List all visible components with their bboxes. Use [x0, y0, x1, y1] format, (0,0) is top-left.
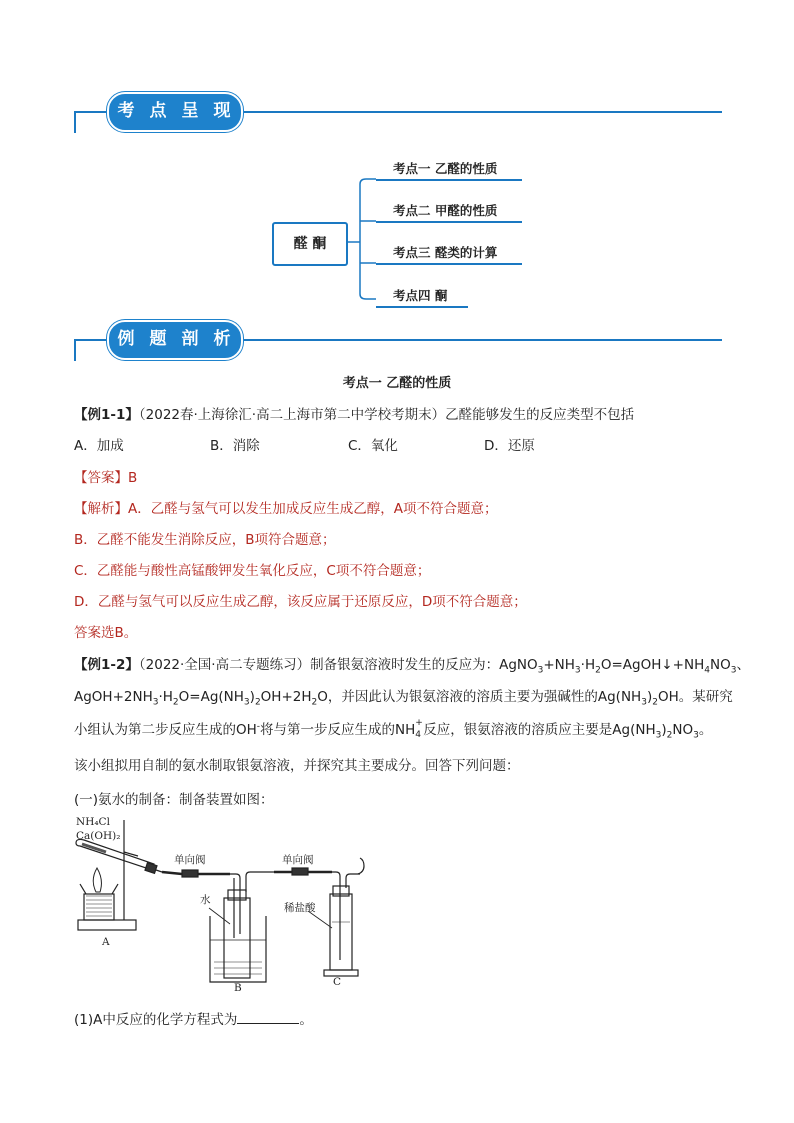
apparatus-figure [74, 812, 394, 992]
mind-map-underline [376, 179, 522, 181]
apparatus-label-a: A [102, 936, 110, 948]
analysis-line: C．乙醛能与酸性高锰酸钾发生氧化反应，C项不符合题意； [74, 563, 431, 579]
topic-title: 考点一 乙醛的性质 [342, 376, 452, 391]
mind-map-underline [376, 221, 522, 223]
section-char: 题 [145, 326, 171, 352]
valve-label: 单向阀 [174, 854, 206, 866]
mind-map-item: 考点二 甲醛的性质 [393, 203, 498, 218]
answer-blank[interactable] [237, 1011, 299, 1024]
example-1-1-options [74, 434, 535, 454]
valve-label: 单向阀 [282, 854, 314, 866]
example-1-1-question [74, 403, 634, 423]
mind-map-root-label: 醛 酮 [293, 236, 327, 252]
example-source: （2022·全国·高二专题练习） [138, 657, 311, 673]
analysis-line: B．乙醛不能发生消除反应，B项符合题意； [74, 532, 336, 548]
section-badge [107, 320, 243, 360]
section-char: 例 [113, 326, 139, 352]
example-1-2-line: (一)氨水的制备：制备装置如图： [74, 792, 274, 808]
answer-value: B [128, 470, 138, 486]
example-tag: 【例1-1】 [74, 407, 139, 423]
mind-map-underline [376, 306, 468, 308]
section-char: 析 [209, 326, 235, 352]
question-text: 乙醛能够发生的反应类型不包括 [445, 407, 635, 423]
mind-map-item: 考点三 醛类的计算 [393, 245, 498, 260]
example-1-2-line: $AgOH+2NH_3\cdot H_2O=Ag(NH_3)_2OH+2H_2O$，并因此认为银氨溶液的溶质主要为强碱性的$Ag(NH_3)_2OH$。某研究 [74, 689, 733, 708]
apparatus-label-b: B [234, 982, 242, 994]
mind-map-connectors [346, 170, 376, 310]
section-badge [107, 92, 243, 132]
answer-tag: 【答案】 [74, 470, 128, 486]
reagent-label: Ca(OH)₂ [76, 830, 121, 842]
question-1: (1)A中反应的化学方程式为 。 [74, 1012, 313, 1028]
analysis-text: A．乙醛与氢气可以发生加成反应生成乙醇，A项不符合题意； [128, 501, 498, 517]
mind-map-item: 考点一 乙醛的性质 [393, 161, 498, 176]
option-b: B．消除 [210, 438, 260, 454]
section-char: 剖 [177, 326, 203, 352]
example-1-2-line: 【例1-2】（2022·全国·高二专题练习）制备银氨溶液时发生的反应为：$AgNO_3+NH_3\cdot H_2O=AgOH↓+NH_4NO_3$、 [74, 657, 750, 676]
section-tick [74, 111, 76, 133]
option-c: C．氧化 [348, 438, 398, 454]
apparatus-label-c: C [333, 976, 342, 988]
option-a: A．加成 [74, 438, 124, 454]
option-d: D．还原 [484, 438, 535, 454]
example-tag: 【例1-2】 [74, 657, 139, 673]
water-label: 水 [200, 894, 211, 906]
mind-map-item: 考点四 酮 [393, 288, 448, 303]
example-1-2-line: 小组认为第二步反应生成的OH-将与第一步反应生成的NH + 4 反应，银氨溶液的溶质应主要是$Ag(NH_3)_2NO_3$。 [74, 718, 713, 741]
reagent-label: NH₄Cl [76, 816, 110, 828]
section-char: 点 [145, 98, 171, 124]
mind-map-underline [376, 263, 522, 265]
analysis-line: D．乙醛与氢气可以反应生成乙醇，该反应属于还原反应，D项不符合题意； [74, 594, 527, 610]
acid-label: 稀盐酸 [284, 902, 316, 914]
analysis-line [74, 497, 497, 517]
section-tick [74, 339, 76, 361]
mind-map-root [272, 222, 348, 266]
example-source: （2022春·上海徐汇·高二上海市第二中学校考期末） [138, 407, 446, 423]
example-1-2-line: 该小组拟用自制的氨水制取银氨溶液，并探究其主要成分。回答下列问题： [74, 758, 520, 774]
section-char: 现 [209, 98, 235, 124]
analysis-line: 答案选B。 [74, 625, 138, 641]
apparatus-drawing [74, 812, 394, 992]
section-char: 考 [113, 98, 139, 124]
section-char: 呈 [177, 98, 203, 124]
answer-line [74, 466, 137, 486]
analysis-tag: 【解析】 [74, 501, 128, 517]
